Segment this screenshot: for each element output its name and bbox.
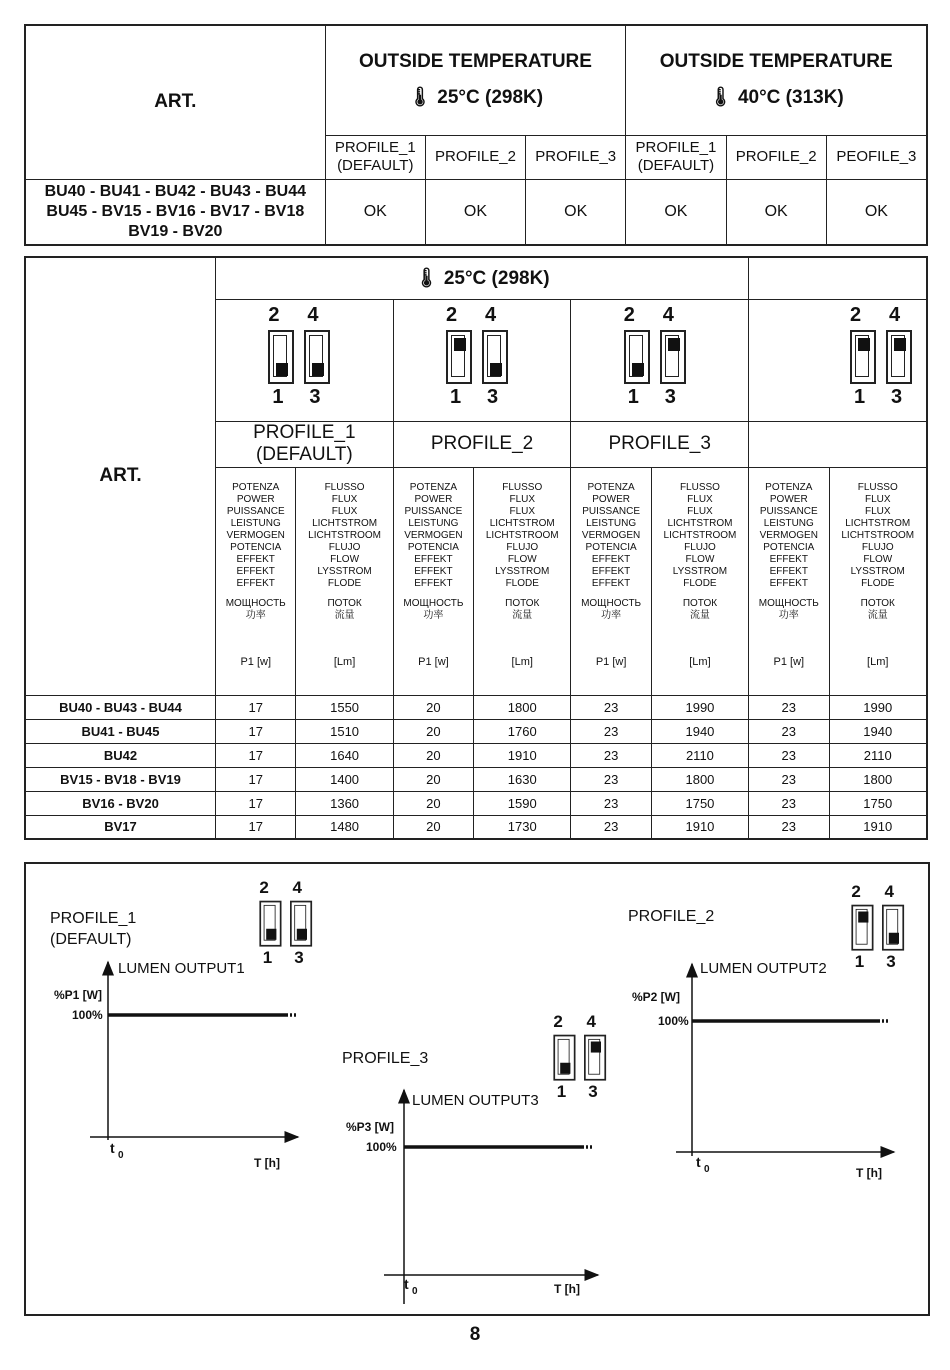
dip-number: 1 xyxy=(854,952,865,971)
flux-value: 1400 xyxy=(296,767,393,791)
flux-term: FLUSSO xyxy=(324,481,365,493)
flux-value: 1750 xyxy=(651,791,748,815)
flux-term: FLOW xyxy=(863,553,893,565)
power-value: 20 xyxy=(393,791,473,815)
flux-term: FLOW xyxy=(685,553,715,565)
power-term: LEISTUNG xyxy=(763,517,814,529)
dip-switch-icon xyxy=(550,1012,618,1101)
power-term: LEISTUNG xyxy=(408,517,459,529)
flux-term: FLUJO xyxy=(861,541,894,553)
switch-slot xyxy=(268,330,294,384)
flux-term: LICHTSTROM xyxy=(845,517,911,529)
empty-header xyxy=(749,257,927,299)
ok-cell: OK xyxy=(526,179,626,245)
dip-number: 1 xyxy=(854,385,866,408)
power-term-ru: МОЩНОСТЬ xyxy=(758,597,819,609)
dip-number: 4 xyxy=(884,882,895,902)
power-term: EFFEKT xyxy=(414,577,453,589)
power-term: POWER xyxy=(236,493,275,505)
flux-term: FLUSSO xyxy=(502,481,543,493)
temp-title: OUTSIDE TEMPERATURE xyxy=(659,51,893,73)
flux-term: LICHTSTROOM xyxy=(485,529,559,541)
dip-number: 2 xyxy=(623,303,635,326)
power-value: 23 xyxy=(571,791,651,815)
power-value: 23 xyxy=(571,719,651,743)
power-term: POTENZA xyxy=(232,481,280,493)
power-term: EFFEKT xyxy=(769,565,808,577)
flux-value: 1590 xyxy=(474,791,571,815)
power-term: PUISSANCE xyxy=(759,505,818,517)
flux-term: FLUJO xyxy=(506,541,539,553)
profile3-header: PROFILE_3 xyxy=(571,421,749,467)
unit-flux: [Lm] xyxy=(689,655,711,668)
flux-term: FLUX xyxy=(864,505,891,517)
temp-title: OUTSIDE TEMPERATURE xyxy=(359,51,592,73)
compatibility-table xyxy=(24,24,928,246)
flux-term: FLUX xyxy=(509,493,536,505)
dip-number: 2 xyxy=(850,303,862,326)
t0-subscript: 0 xyxy=(412,1286,418,1297)
flux-term-zh: 流量 xyxy=(334,609,355,621)
dip-number: 3 xyxy=(886,952,896,971)
dip-cell-profile1 xyxy=(216,299,394,421)
dip-number: 1 xyxy=(627,385,639,408)
dip-switch-icon xyxy=(442,303,522,408)
power-value: 17 xyxy=(216,791,296,815)
flux-term: LICHTSTROOM xyxy=(308,529,381,541)
flux-term: LYSSTROM xyxy=(317,565,372,577)
profile3-header: PEOFILE_3 xyxy=(826,135,927,179)
switch-knob xyxy=(490,363,502,376)
power-term: EFFEKT xyxy=(236,565,275,577)
temp-40-value: 40°C (313K) xyxy=(737,87,844,109)
power-terms-cell xyxy=(571,467,651,695)
empty-header xyxy=(749,421,927,467)
flux-terms-cell xyxy=(651,467,748,695)
flux-term-ru: ПОТОК xyxy=(505,597,540,609)
flux-value: 1910 xyxy=(829,815,927,839)
power-term: EFFEKT xyxy=(414,565,453,577)
flux-term: FLUX xyxy=(331,493,358,505)
power-term: EFFEKT xyxy=(591,565,631,577)
profile2-header: PROFILE_2 xyxy=(425,135,525,179)
flux-term: LYSSTROM xyxy=(850,565,905,577)
power-term-zh: 功率 xyxy=(601,609,622,621)
dip-number: 4 xyxy=(292,878,303,898)
dip-switch-icon xyxy=(256,878,324,967)
dip-number: 3 xyxy=(309,385,321,408)
ok-cell: OK xyxy=(425,179,525,245)
switch-slot xyxy=(446,330,472,384)
dip-number: 4 xyxy=(889,303,901,326)
power-term: POWER xyxy=(414,493,453,505)
t0-subscript: 0 xyxy=(118,1150,124,1161)
power-term: EFFEKT xyxy=(769,577,808,589)
dip-switch-icon xyxy=(846,303,926,408)
flux-value: 1910 xyxy=(474,743,571,767)
flux-value: 1800 xyxy=(829,767,927,791)
y-axis-label: %P3 [W] xyxy=(346,1120,394,1134)
flux-value: 1760 xyxy=(474,719,571,743)
dip-number: 2 xyxy=(259,878,269,898)
temp-40-header xyxy=(626,25,927,135)
thermometer-icon: 🌡 xyxy=(414,268,439,290)
art-header: ART. xyxy=(25,25,325,179)
models-cell: BU40 - BU41 - BU42 - BU43 - BU44 BU45 - BV15 - BV16 - BV17 - BV18 BV19 - BV20 xyxy=(25,179,325,245)
unit-flux: [Lm] xyxy=(511,655,533,668)
switch-slot xyxy=(660,330,686,384)
t0-subscript: 0 xyxy=(704,1164,710,1175)
dip-number: 1 xyxy=(450,385,462,408)
power-value: 20 xyxy=(393,719,473,743)
table-row xyxy=(25,815,927,839)
dip-number: 3 xyxy=(294,948,304,967)
flux-value: 1800 xyxy=(651,767,748,791)
dip-number: 4 xyxy=(586,1012,597,1032)
row-model: BV15 - BV18 - BV19 xyxy=(25,767,216,791)
power-value: 17 xyxy=(216,743,296,767)
dip-number: 1 xyxy=(262,948,273,967)
power-value: 23 xyxy=(571,743,651,767)
level-label: 100% xyxy=(658,1014,689,1028)
flux-term-ru: ПОТОК xyxy=(682,597,718,609)
switch-slot xyxy=(553,1035,575,1081)
dip-switch-icon xyxy=(620,303,700,408)
art-header: ART. xyxy=(25,257,216,695)
profile1-header: PROFILE_1 (DEFAULT) xyxy=(216,421,394,467)
unit-flux: [Lm] xyxy=(867,655,889,668)
power-term: POTENCIA xyxy=(407,541,459,553)
power-term: POTENCIA xyxy=(763,541,815,553)
flux-term: LYSSTROM xyxy=(672,565,728,577)
table-row xyxy=(25,719,927,743)
power-term: VERMOGEN xyxy=(404,529,463,541)
flux-value: 1730 xyxy=(474,815,571,839)
power-term: EFFEKT xyxy=(591,553,631,565)
power-value: 23 xyxy=(749,719,829,743)
power-term: EFFEKT xyxy=(414,553,453,565)
dip-number: 3 xyxy=(487,385,499,408)
power-term: POWER xyxy=(592,493,630,505)
switch-slot xyxy=(882,905,904,951)
flux-term-zh: 流量 xyxy=(512,609,533,621)
profile-axes xyxy=(26,864,928,1314)
power-term: POTENZA xyxy=(409,481,458,493)
performance-table xyxy=(24,256,928,840)
power-term: PUISSANCE xyxy=(404,505,463,517)
switch-slot xyxy=(886,330,912,384)
flux-term: LICHTSTROM xyxy=(312,517,378,529)
flux-term: FLUJO xyxy=(684,541,716,553)
power-value: 23 xyxy=(571,767,651,791)
switch-knob xyxy=(858,912,868,923)
power-term: LEISTUNG xyxy=(230,517,281,529)
flux-term-ru: ПОТОК xyxy=(860,597,895,609)
power-value: 23 xyxy=(749,767,829,791)
dip-cell-extra xyxy=(749,299,927,421)
flux-terms-cell xyxy=(474,467,571,695)
thermometer-icon: 🌡 xyxy=(407,87,432,109)
flux-term: FLUX xyxy=(509,505,536,517)
power-terms-cell xyxy=(749,467,829,695)
flux-term: FLUSSO xyxy=(857,481,898,493)
switch-knob xyxy=(454,338,466,351)
table-row xyxy=(25,767,927,791)
power-term: PUISSANCE xyxy=(582,505,640,517)
row-model: BV17 xyxy=(25,815,216,839)
unit-power: P1 [w] xyxy=(418,655,449,668)
switch-knob xyxy=(858,338,870,351)
ok-cell: OK xyxy=(626,179,726,245)
dip-number: 2 xyxy=(446,303,458,326)
power-value: 23 xyxy=(749,791,829,815)
flux-term: FLUJO xyxy=(328,541,361,553)
power-value: 17 xyxy=(216,815,296,839)
row-model: BV16 - BV20 xyxy=(25,791,216,815)
switch-slot xyxy=(259,901,281,947)
flux-value: 1750 xyxy=(829,791,927,815)
power-term-zh: 功率 xyxy=(778,609,799,621)
power-term: POTENCIA xyxy=(230,541,282,553)
switch-slot xyxy=(304,330,330,384)
x-axis-label: T [h] xyxy=(856,1166,882,1180)
switch-knob xyxy=(889,933,899,944)
power-value: 23 xyxy=(749,815,829,839)
switch-slot xyxy=(290,901,312,947)
flux-terms-cell xyxy=(296,467,393,695)
t0-label: t xyxy=(110,1140,115,1156)
power-term: PUISSANCE xyxy=(226,505,285,517)
flux-term: FLUX xyxy=(687,505,713,517)
dip-number: 4 xyxy=(662,303,674,326)
unit-power: P1 [w] xyxy=(773,655,805,668)
table-row xyxy=(25,743,927,767)
flux-value: 1990 xyxy=(829,695,927,719)
chart-title: (DEFAULT) xyxy=(50,931,132,948)
thermometer-icon: 🌡 xyxy=(708,87,733,109)
switch-knob xyxy=(276,363,288,376)
flux-term-ru: ПОТОК xyxy=(327,597,362,609)
power-value: 17 xyxy=(216,767,296,791)
flux-value: 1940 xyxy=(829,719,927,743)
switch-knob xyxy=(297,929,307,940)
power-value: 17 xyxy=(216,719,296,743)
ok-cell: OK xyxy=(325,179,425,245)
t0-label: t xyxy=(404,1276,409,1292)
power-value: 17 xyxy=(216,695,296,719)
flux-term: LYSSTROM xyxy=(495,565,550,577)
flux-term: FLUX xyxy=(864,493,891,505)
flux-term: FLOW xyxy=(330,553,360,565)
power-term-ru: МОЩНОСТЬ xyxy=(581,597,642,609)
power-value: 20 xyxy=(393,743,473,767)
switch-slot xyxy=(584,1035,606,1081)
chart-title: PROFILE_2 xyxy=(628,908,715,925)
switch-slot xyxy=(850,330,876,384)
series-label: LUMEN OUTPUT3 xyxy=(412,1092,539,1109)
flux-term: FLUX xyxy=(331,505,358,517)
power-term-ru: МОЩНОСТЬ xyxy=(403,597,464,609)
switch-knob xyxy=(894,338,906,351)
switch-knob xyxy=(266,929,276,940)
dip-number: 2 xyxy=(268,303,280,326)
flux-term-zh: 流量 xyxy=(867,609,888,621)
table-row xyxy=(25,791,927,815)
power-term: EFFEKT xyxy=(236,577,275,589)
profile1-header: PROFILE_1 (DEFAULT) xyxy=(626,135,726,179)
chart-title: PROFILE_1 xyxy=(50,910,137,927)
dip-number: 4 xyxy=(485,303,497,326)
dip-number: 4 xyxy=(307,303,319,326)
dip-switch-icon xyxy=(264,303,344,408)
temp-25-value: 25°C (298K) xyxy=(437,87,544,109)
power-term: VERMOGEN xyxy=(226,529,285,541)
flux-term: FLOW xyxy=(507,553,537,565)
dip-number: 3 xyxy=(891,385,903,408)
power-term: POTENZA xyxy=(765,481,813,493)
unit-power: P1 [w] xyxy=(595,655,627,668)
power-terms-cell xyxy=(393,467,473,695)
switch-knob xyxy=(560,1063,570,1074)
switch-knob xyxy=(632,363,644,376)
profiles-diagram xyxy=(24,862,930,1316)
flux-value: 1640 xyxy=(296,743,393,767)
level-label: 100% xyxy=(366,1140,397,1154)
unit-power: P1 [w] xyxy=(240,655,272,668)
switch-knob xyxy=(668,338,680,351)
switch-slot xyxy=(482,330,508,384)
profile1-header: PROFILE_1 (DEFAULT) xyxy=(325,135,425,179)
power-terms-cell xyxy=(216,467,296,695)
flux-terms-cell xyxy=(829,467,927,695)
power-value: 23 xyxy=(571,815,651,839)
flux-term: FLODE xyxy=(683,577,717,589)
flux-value: 1910 xyxy=(651,815,748,839)
profile2-header: PROFILE_2 xyxy=(393,421,571,467)
flux-term-zh: 流量 xyxy=(689,609,710,621)
power-term-zh: 功率 xyxy=(423,609,444,621)
power-term: EFFEKT xyxy=(236,553,275,565)
power-term-ru: МОЩНОСТЬ xyxy=(225,597,286,609)
flux-value: 1360 xyxy=(296,791,393,815)
flux-value: 1510 xyxy=(296,719,393,743)
flux-term: FLODE xyxy=(861,577,895,589)
x-axis-label: T [h] xyxy=(554,1282,580,1296)
power-value: 20 xyxy=(393,695,473,719)
series-label: LUMEN OUTPUT1 xyxy=(118,960,245,977)
power-term: VERMOGEN xyxy=(759,529,818,541)
row-model: BU41 - BU45 xyxy=(25,719,216,743)
x-axis-label: T [h] xyxy=(254,1156,280,1170)
flux-term: FLODE xyxy=(327,577,362,589)
ok-cell: OK xyxy=(826,179,927,245)
level-label: 100% xyxy=(72,1008,103,1022)
unit-flux: [Lm] xyxy=(333,655,356,668)
power-term: EFFEKT xyxy=(769,553,808,565)
flux-value: 1480 xyxy=(296,815,393,839)
power-term: POTENZA xyxy=(587,481,635,493)
series-label: LUMEN OUTPUT2 xyxy=(700,960,827,977)
flux-value: 2110 xyxy=(829,743,927,767)
table-row xyxy=(25,695,927,719)
profile3-header: PROFILE_3 xyxy=(526,135,626,179)
dip-number: 2 xyxy=(553,1012,563,1032)
power-value: 23 xyxy=(571,695,651,719)
flux-value: 1940 xyxy=(651,719,748,743)
switch-slot xyxy=(624,330,650,384)
power-term: VERMOGEN xyxy=(581,529,641,541)
dip-cell-profile2 xyxy=(393,299,571,421)
power-term: POTENCIA xyxy=(585,541,637,553)
dip-number: 1 xyxy=(272,385,284,408)
flux-term: LICHTSTROM xyxy=(489,517,555,529)
power-term-zh: 功率 xyxy=(245,609,266,621)
dip-number: 3 xyxy=(664,385,676,408)
power-value: 23 xyxy=(749,695,829,719)
power-term: LEISTUNG xyxy=(586,517,637,529)
chart-title: PROFILE_3 xyxy=(342,1050,429,1067)
switch-knob xyxy=(591,1042,601,1053)
power-value: 23 xyxy=(749,743,829,767)
switch-knob xyxy=(312,363,324,376)
ok-cell: OK xyxy=(726,179,826,245)
y-axis-label: %P1 [W] xyxy=(54,988,102,1002)
flux-value: 1800 xyxy=(474,695,571,719)
flux-value: 1630 xyxy=(474,767,571,791)
power-term: EFFEKT xyxy=(591,577,631,589)
flux-term: LICHTSTROOM xyxy=(841,529,915,541)
flux-term: FLUSSO xyxy=(679,481,720,493)
dip-number: 3 xyxy=(588,1082,598,1101)
flux-term: FLODE xyxy=(505,577,539,589)
power-value: 20 xyxy=(393,767,473,791)
row-model: BU42 xyxy=(25,743,216,767)
page-number: 8 xyxy=(469,1324,481,1345)
switch-slot xyxy=(851,905,873,951)
flux-value: 1990 xyxy=(651,695,748,719)
dip-number: 2 xyxy=(851,882,861,902)
flux-term: FLUX xyxy=(687,493,713,505)
flux-value: 1550 xyxy=(296,695,393,719)
y-axis-label: %P2 [W] xyxy=(632,990,680,1004)
temp-25-header: 🌡 25°C (298K) xyxy=(216,257,749,299)
temp-25-header xyxy=(325,25,626,135)
dip-number: 1 xyxy=(556,1082,567,1101)
flux-value: 2110 xyxy=(651,743,748,767)
t0-label: t xyxy=(696,1154,701,1170)
row-model: BU40 - BU43 - BU44 xyxy=(25,695,216,719)
power-value: 20 xyxy=(393,815,473,839)
flux-term: LICHTSTROOM xyxy=(663,529,737,541)
power-term: POWER xyxy=(769,493,808,505)
profile2-header: PROFILE_2 xyxy=(726,135,826,179)
dip-switch-icon xyxy=(848,882,916,971)
dip-cell-profile3 xyxy=(571,299,749,421)
flux-term: LICHTSTROM xyxy=(667,517,733,529)
